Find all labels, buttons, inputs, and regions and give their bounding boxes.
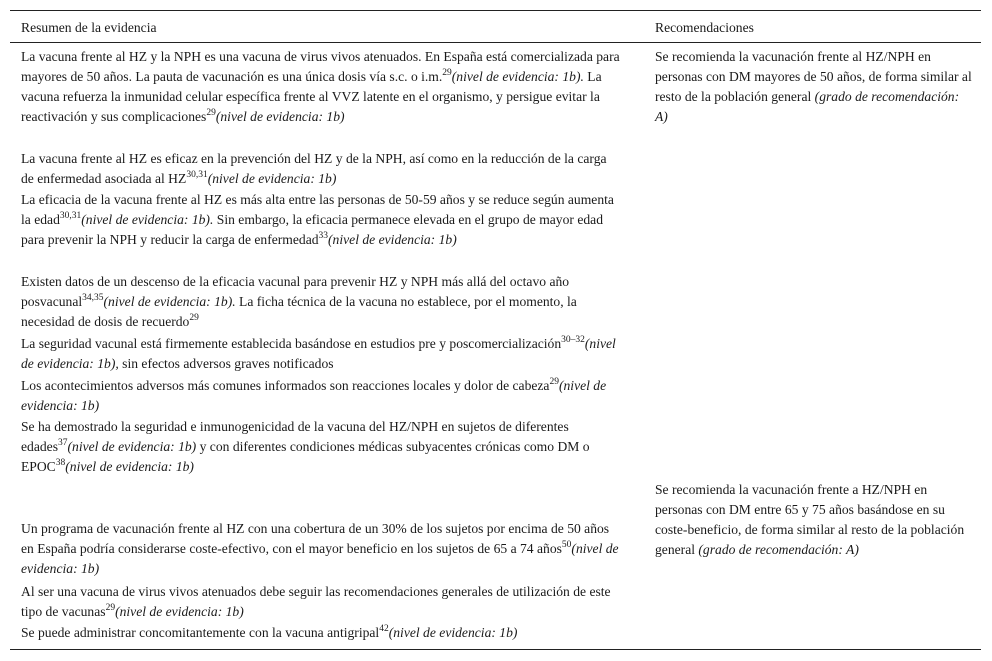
table-top-rule: [10, 10, 981, 11]
evidence-item: La vacuna frente al HZ es eficaz en la prevención del HZ y de la NPH, así como en la reducción de la carga de enfermedad asociada al HZ$^{30,31}$(nivel de evidencia: 1b): [21, 151, 607, 186]
header-recommendations: Recomendaciones: [655, 20, 754, 35]
recommendation-item: Se recomienda la vacunación frente al HZ/NPH en personas con DM mayores de 50 años, de forma similar al resto de la población general (grado de recomendación: A): [655, 49, 972, 124]
table-header-rule: [10, 42, 981, 43]
evidence-item: Existen datos de un descenso de la eficacia vacunal para prevenir HZ y NPH más allá del octavo año posvacunal$^{34,35}$(nivel de evidencia: 1b). La ficha técnica de la vacuna no establece, por el momento, la necesidad de dosis de recuerdo$^{29}$: [21, 274, 577, 329]
evidence-item: Un programa de vacunación frente al HZ con una cobertura de un 30% de los sujetos por encima de 50 años en España podría considerarse coste-efectivo, con el mayor beneficio en los sujetos de 65 a 74 años$^{50}$(nivel de evidencia: 1b): [21, 521, 619, 576]
evidence-item: Se ha demostrado la seguridad e inmunogenicidad de la vacuna del HZ/NPH en sujetos de diferentes edades$^{37}$(nivel de evidencia: 1b) y con diferentes condiciones médicas subyacentes crónicas como DM o EPOC$^{38}$(nivel de evidencia: 1b): [21, 419, 590, 474]
evidence-item: Al ser una vacuna de virus vivos atenuados debe seguir las recomendaciones generales de utilización de este tipo de vacunas$^{29}$(nivel de evidencia: 1b): [21, 584, 611, 619]
evidence-item: La vacuna frente al HZ y la NPH es una vacuna de virus vivos atenuados. En España está comercializada para mayores de 50 años. La pauta de vacunación es una única dosis vía s.c. o i.m.$^{29}$(nivel de evidencia: 1b). La vacuna refuerza la inmunidad celular específica frente al VVZ latente en el organismo, y persigue evitar la reactivación y sus complicaciones$^{29}$(nivel de evidencia: 1b): [21, 49, 620, 124]
recommendation-item: Se recomienda la vacunación frente a HZ/NPH en personas con DM entre 65 y 75 años basándose en su coste-beneficio, de forma similar al resto de la población general (grado de recomendación: A): [655, 482, 965, 557]
evidence-item: Se puede administrar concomitantemente con la vacuna antigripal$^{42}$(nivel de evidencia: 1b): [21, 624, 518, 640]
table-bottom-rule: [10, 649, 981, 650]
evidence-item: La seguridad vacunal está firmemente establecida basándose en estudios pre y poscomercialización$^{30-32}$(nivel de evidencia: 1b), sin efectos adversos graves notificados: [21, 335, 616, 371]
evidence-item: La eficacia de la vacuna frente al HZ es más alta entre las personas de 50-59 años y se reduce según aumenta la edad$^{30,31}$(nivel de evidencia: 1b). Sin embargo, la eficacia permanece elevada en el grupo de mayor edad para prevenir la NPH y reducir la carga de enfermedad$^{33}$(nivel de evidencia: 1b): [21, 192, 614, 247]
evidence-item: Los acontecimientos adversos más comunes informados son reacciones locales y dolor de cabeza$^{29}$(nivel de evidencia: 1b): [21, 377, 607, 413]
header-evidence: Resumen de la evidencia: [21, 20, 157, 35]
